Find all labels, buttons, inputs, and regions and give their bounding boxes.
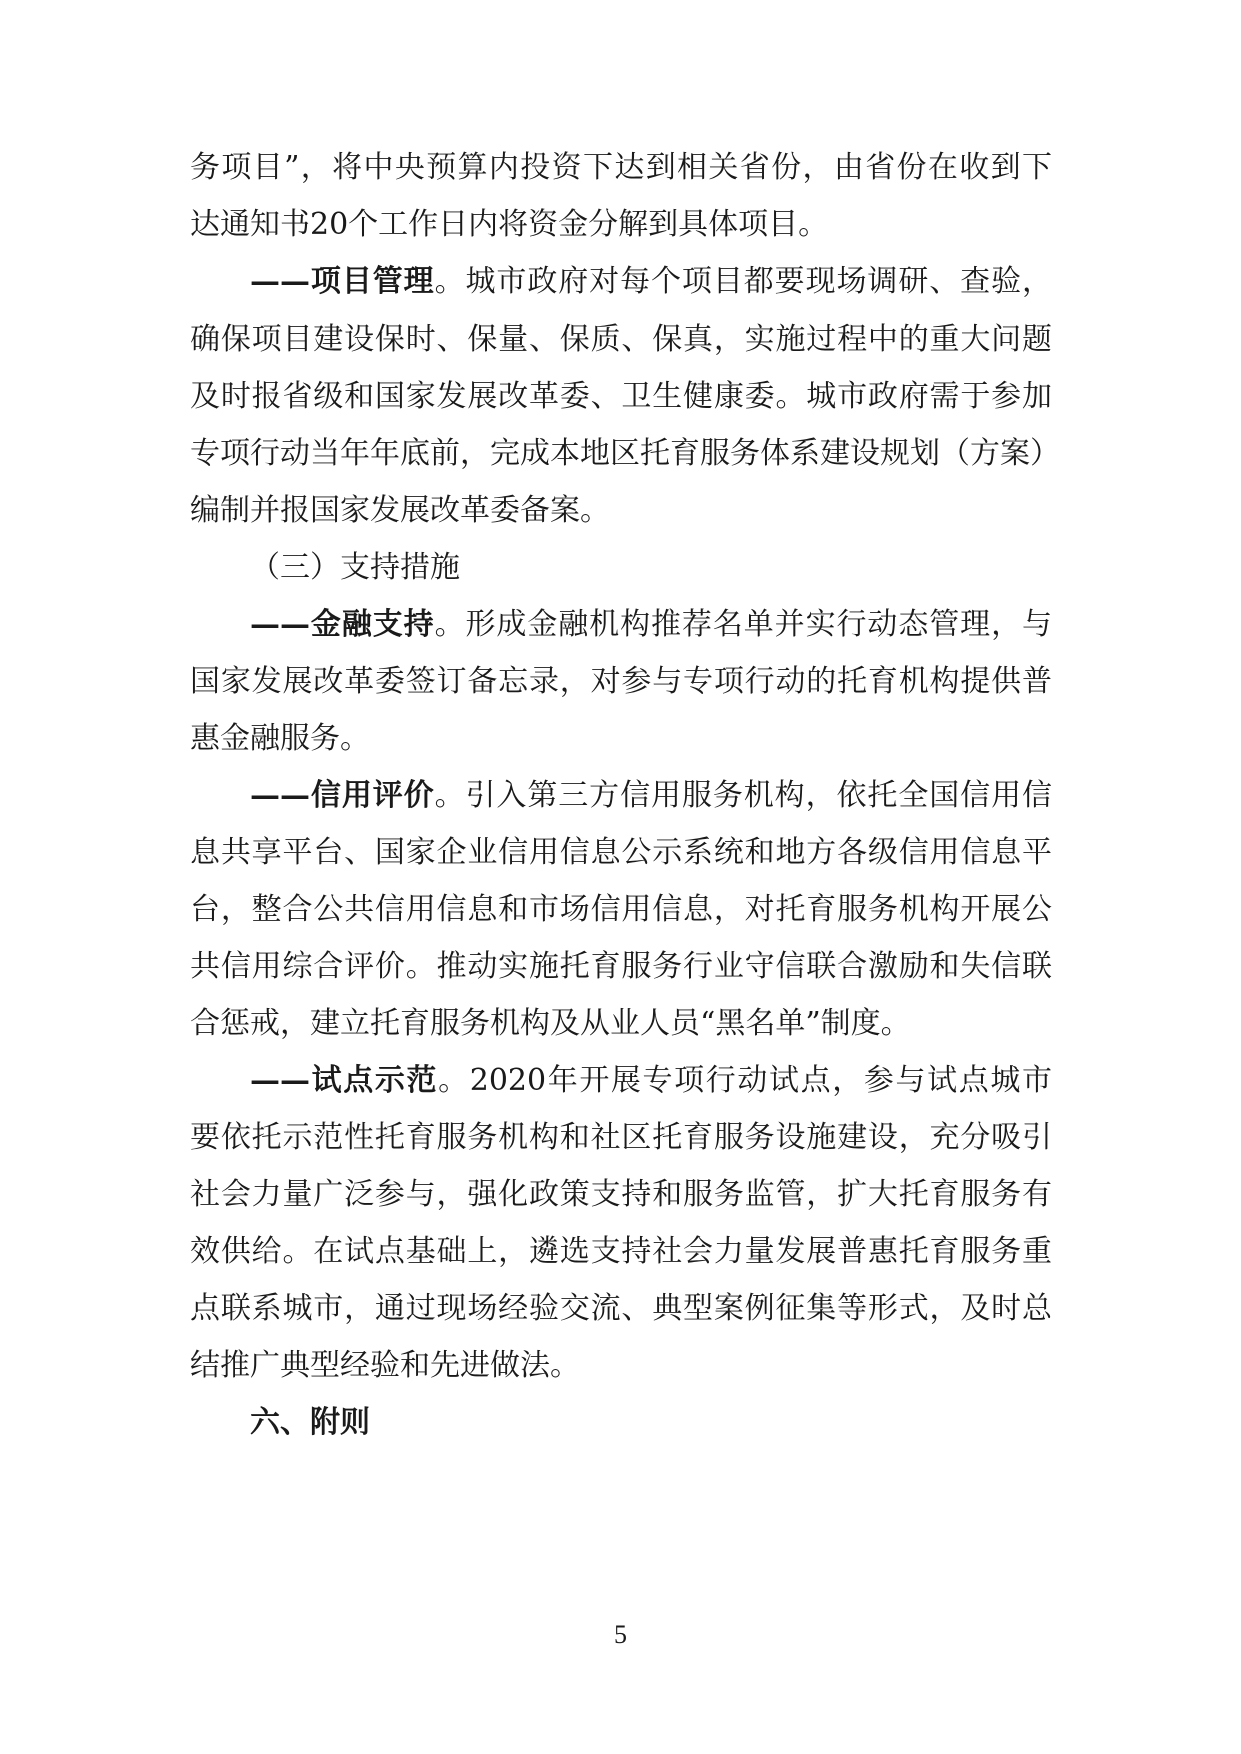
paragraph-line: 编制并报国家发展改革委备案。 [190,493,610,528]
subsection-heading: （三）支持措施 [250,550,460,585]
section-heading: 六、附则 [250,1405,370,1440]
paragraph-line: 结推广典型经验和先进做法。 [190,1348,580,1383]
paragraph-line: 台，整合公共信用信息和市场信用信息，对托育服务机构开展公 [190,892,1052,927]
page-number: 5 [614,1620,627,1649]
paragraph-line [250,776,1052,816]
item-lead-pilot-demonstration: ——试点示范 [250,1063,439,1098]
paragraph-line: 务项目”，将中央预算内投资下达到相关省份，由省份在收到下 [190,150,1052,185]
paragraph-line: 惠金融服务。 [190,721,370,756]
paragraph-line: 确保项目建设保时、保量、保质、保真，实施过程中的重大问题 [190,322,1052,357]
paragraph-line: 合惩戒，建立托育服务机构及从业人员“黑名单”制度。 [190,1006,911,1041]
paragraph-line: 社会力量广泛参与，强化政策支持和服务监管，扩大托育服务有 [190,1177,1052,1212]
paragraph-text: 。形成金融机构推荐名单并实行动态管理，与 [434,607,1053,642]
item-lead-project-management: ——项目管理 [250,264,435,299]
item-lead-financial-support: ——金融支持 [250,607,435,642]
paragraph-line [250,1061,1052,1101]
paragraph-line: 国家发展改革委签订备忘录，对参与专项行动的托育机构提供普 [190,664,1052,699]
paragraph-line: 达通知书20个工作日内将资金分解到具体项目。 [190,207,829,242]
paragraph-line: 及时报省级和国家发展改革委、卫生健康委。城市政府需于参加 [190,379,1052,414]
paragraph-text: 。引入第三方信用服务机构，依托全国信用信 [434,778,1053,813]
paragraph-line: 共信用综合评价。推动实施托育服务行业守信联合激励和失信联 [190,949,1052,984]
paragraph-text: 。2020年开展专项行动试点，参与试点城市 [438,1063,1052,1098]
paragraph-line: 效供给。在试点基础上，遴选支持社会力量发展普惠托育服务重 [190,1234,1052,1269]
paragraph-line: 专项行动当年年底前，完成本地区托育服务体系建设规划（方案） [190,436,1060,471]
paragraph-line: 息共享平台、国家企业信用信息公示系统和地方各级信用信息平 [190,835,1052,870]
paragraph-text: 。城市政府对每个项目都要现场调研、查验， [434,264,1053,299]
paragraph-line: 点联系城市，通过现场经验交流、典型案例征集等形式，及时总 [190,1291,1052,1326]
paragraph-line [250,262,1052,302]
paragraph-line [250,605,1052,645]
paragraph-line: 要依托示范性托育服务机构和社区托育服务设施建设，充分吸引 [190,1120,1052,1155]
item-lead-credit-evaluation: ——信用评价 [250,778,435,813]
